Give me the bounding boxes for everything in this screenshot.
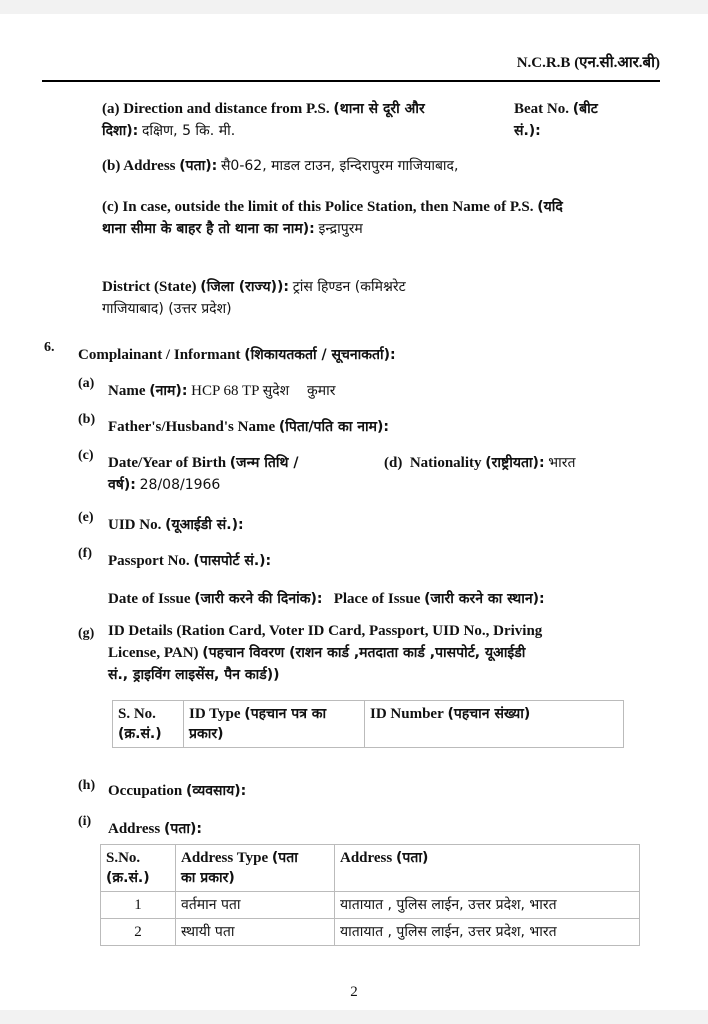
passport-label-hi: (पासपोर्ट सं.):	[193, 553, 272, 569]
mark-g: (g)	[78, 626, 95, 641]
id-col-number-en: ID Number	[370, 706, 444, 722]
addr-cell-type: स्थायी पता	[176, 919, 335, 946]
complainant-address-label-hi: (पता):	[164, 821, 202, 837]
id-col-type	[184, 701, 365, 748]
addr-cell-sno: 2	[101, 919, 176, 946]
addr-cell-address: यातायात , पुलिस लाईन, उत्तर प्रदेश, भारत	[335, 919, 640, 946]
address-value: सै0-62, माडल टाउन, इन्दिरापुरम गाजियाबाद,	[220, 158, 459, 174]
father-label-hi: (पिता/पति का नाम):	[278, 419, 390, 435]
addr-cell-type: वर्तमान पता	[176, 892, 335, 919]
district-label-en: District (State)	[102, 279, 197, 295]
father-label-en: Father's/Husband's Name	[108, 419, 276, 435]
id-col-type-hi: (पहचान पत्र का	[244, 706, 327, 722]
dob-label-hi: (जन्म तिथि /	[229, 455, 299, 471]
uid-field	[108, 514, 244, 536]
addr-col-type-hi-cont: का प्रकार)	[181, 870, 235, 886]
dob-field	[108, 452, 368, 496]
name-field	[108, 380, 335, 402]
page-number: 2	[350, 984, 358, 1000]
name-label-hi: (नाम):	[149, 383, 188, 399]
id-col-number-hi: (पहचान संख्या)	[447, 706, 531, 722]
id-col-type-en: ID Type	[189, 706, 241, 722]
name-label-en: Name	[108, 383, 146, 399]
nationality-value: भारत	[548, 455, 576, 471]
ncrb-text: N.C.R.B (एन.सी.आर.बी)	[516, 55, 660, 71]
outside-label-hi: (यदि	[537, 199, 563, 215]
address-label-hi: (पता):	[179, 158, 218, 174]
table-row	[101, 919, 640, 946]
nationality-field	[384, 452, 575, 474]
complainant-title-en: Complainant / Informant	[78, 347, 241, 363]
poi-label-en: Place of Issue	[333, 591, 421, 607]
id-details-en: ID Details (Ration Card, Voter ID Card, Passport, UID No., Driving	[108, 623, 543, 639]
id-table	[112, 700, 624, 748]
direction-label-en: (a) Direction and distance from P.S.	[102, 101, 330, 117]
id-details-hi-cont: सं., ड्राइविंग लाइसेंस, पैन कार्ड))	[108, 667, 280, 683]
doi-label-en: Date of Issue	[108, 591, 191, 607]
complainant-address-field	[108, 818, 202, 840]
father-field	[108, 416, 389, 438]
name-value-hi: सुदेश कुमार	[262, 383, 336, 399]
nationality-label-en: Nationality	[409, 455, 482, 471]
id-col-sno-en: S. No.	[118, 706, 156, 722]
passport-field	[108, 550, 271, 572]
occupation-field	[108, 780, 246, 802]
addr-col-type-en: Address Type	[181, 850, 269, 866]
mark-h: (h)	[78, 778, 96, 793]
address-table	[100, 844, 640, 946]
table-row	[113, 701, 624, 748]
outside-label-en: (c) In case, outside the limit of this Police Station, then Name of P.S.	[102, 199, 534, 215]
mark-f: (f)	[78, 546, 92, 561]
passport-label-en: Passport No.	[108, 553, 190, 569]
dob-value: 28/08/1966	[139, 477, 221, 493]
addr-col-type	[176, 845, 335, 892]
table-row	[101, 845, 640, 892]
address-label-en: (b) Address	[102, 158, 176, 174]
complainant-address-label-en: Address	[108, 821, 161, 837]
mark-c: (c)	[78, 448, 94, 463]
addr-col-address-hi: (पता)	[396, 850, 429, 866]
complainant-title-hi: (शिकायतकर्ता / सूचनाकर्ता):	[244, 347, 396, 363]
id-details-field	[108, 620, 648, 686]
mark-a: (a)	[78, 376, 95, 391]
id-details-hi: (पहचान विवरण (राशन कार्ड ,मतदाता कार्ड ,पासपोर्ट, यूआईडी	[202, 645, 526, 661]
mark-d: (d)	[384, 455, 403, 471]
addr-col-address	[335, 845, 640, 892]
header-rule	[42, 80, 660, 82]
mark-i: (i)	[78, 814, 92, 829]
district-value-cont: गाजियाबाद) (उत्तर प्रदेश)	[102, 301, 232, 317]
direction-label-hi-cont: दिशा):	[102, 123, 139, 139]
addr-cell-sno: 1	[101, 892, 176, 919]
dob-label-en: Date/Year of Birth	[108, 455, 227, 471]
id-col-sno-hi: (क्र.सं.)	[118, 726, 162, 742]
district-field	[102, 276, 522, 320]
id-col-number	[365, 701, 624, 748]
addr-col-sno-en: S.No.	[106, 850, 141, 866]
table-row	[101, 892, 640, 919]
issue-fields	[108, 588, 545, 610]
id-details-en-cont: License, PAN)	[108, 645, 199, 661]
doi-label-hi: (जारी करने की दिनांक):	[194, 591, 323, 607]
complainant-title	[78, 344, 396, 366]
document-page	[0, 14, 708, 1010]
id-col-sno	[113, 701, 184, 748]
outside-ps-field	[102, 196, 642, 240]
section-number: 6.	[44, 340, 55, 355]
poi-label-hi: (जारी करने का स्थान):	[424, 591, 545, 607]
addr-col-sno	[101, 845, 176, 892]
district-label-hi: (जिला (राज्य)):	[200, 279, 289, 295]
outside-value: इन्द्रापुरम	[318, 221, 363, 237]
name-value-en: HCP 68 TP	[191, 383, 259, 399]
outside-label-hi-cont: थाना सीमा के बाहर है तो थाना का नाम):	[102, 221, 315, 237]
addr-col-type-hi: (पता	[271, 850, 298, 866]
direction-value: दक्षिण, 5 कि. मी.	[141, 123, 236, 139]
nationality-label-hi: (राष्ट्रीयता):	[485, 455, 545, 471]
id-col-type-hi-cont: प्रकार)	[189, 726, 224, 742]
dob-label-hi-cont: वर्ष):	[108, 477, 136, 493]
beat-label-en: Beat No.	[514, 101, 569, 117]
mark-b: (b)	[78, 412, 96, 427]
occupation-label-en: Occupation	[108, 783, 183, 799]
uid-label-hi: (यूआईडी सं.):	[165, 517, 244, 533]
mark-e: (e)	[78, 510, 94, 525]
addr-col-address-en: Address	[340, 850, 393, 866]
ncrb-header	[517, 52, 660, 72]
uid-label-en: UID No.	[108, 517, 162, 533]
direction-field	[102, 98, 492, 142]
address-field	[102, 155, 458, 177]
beat-label-hi-cont: सं.):	[514, 123, 541, 139]
direction-label-hi: (थाना से दूरी और	[333, 101, 425, 117]
district-value: ट्रांस हिण्डन (कमिश्नरेट	[292, 279, 406, 295]
addr-col-sno-hi: (क्र.सं.)	[106, 870, 150, 886]
beat-label-hi: (बीट	[572, 101, 598, 117]
beat-field	[514, 98, 634, 142]
addr-cell-address: यातायात , पुलिस लाईन, उत्तर प्रदेश, भारत	[335, 892, 640, 919]
occupation-label-hi: (व्यवसाय):	[185, 783, 247, 799]
